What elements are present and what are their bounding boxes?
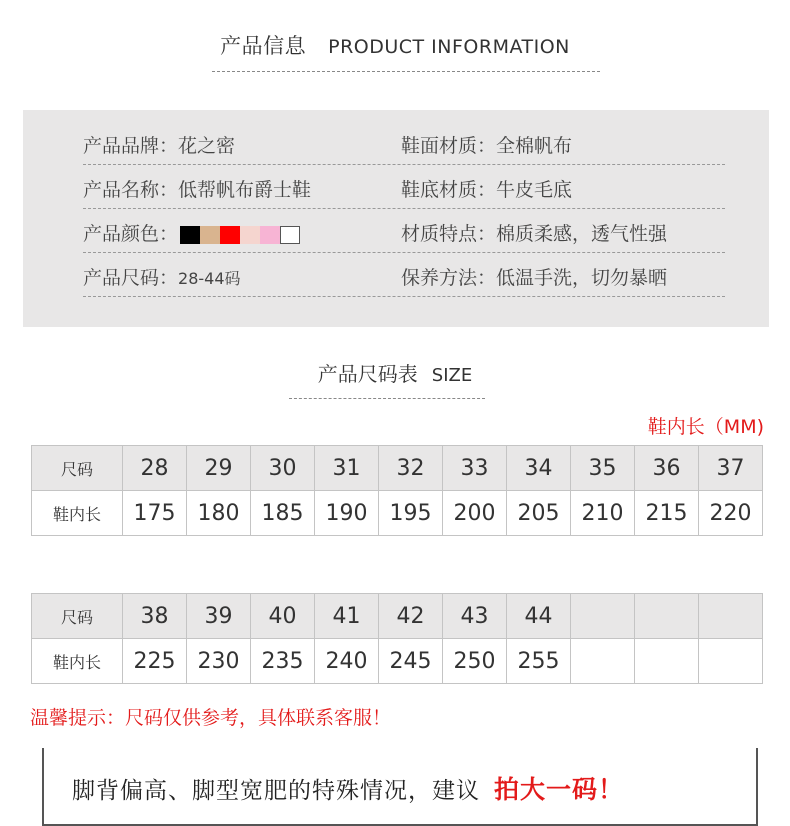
size-cell: 32 xyxy=(379,446,443,491)
size-cell xyxy=(699,594,763,639)
length-cell xyxy=(571,639,635,684)
table-row xyxy=(32,446,763,491)
size-cell: 38 xyxy=(123,594,187,639)
color-swatch xyxy=(280,226,300,244)
table-row xyxy=(32,594,763,639)
unit-label: 鞋内长（MM) xyxy=(647,416,764,438)
length-cell: 220 xyxy=(699,491,763,536)
size-table-1 xyxy=(31,445,763,536)
size-cell: 31 xyxy=(315,446,379,491)
size-cell: 33 xyxy=(443,446,507,491)
info-row xyxy=(83,252,725,297)
advice-emphasis: 拍大一码！ xyxy=(494,775,625,804)
length-cell: 190 xyxy=(315,491,379,536)
length-cell: 235 xyxy=(251,639,315,684)
length-cell: 215 xyxy=(635,491,699,536)
size-cell: 40 xyxy=(251,594,315,639)
length-cell: 250 xyxy=(443,639,507,684)
brand-text: 产品品牌：花之密 xyxy=(83,135,236,157)
size-cell: 29 xyxy=(187,446,251,491)
size-cell: 30 xyxy=(251,446,315,491)
upper-material-text: 鞋面材质：全棉帆布 xyxy=(401,135,573,157)
size-table-2 xyxy=(31,593,763,684)
length-cell: 240 xyxy=(315,639,379,684)
length-row-label: 鞋内长 xyxy=(32,491,123,536)
length-cell: 195 xyxy=(379,491,443,536)
size-title-divider xyxy=(289,398,485,399)
product-info-panel xyxy=(23,110,769,327)
length-cell: 255 xyxy=(507,639,571,684)
length-cell: 210 xyxy=(571,491,635,536)
length-cell: 180 xyxy=(187,491,251,536)
table-row xyxy=(32,491,763,536)
length-cell: 225 xyxy=(123,639,187,684)
color-swatch xyxy=(260,226,280,244)
length-cell xyxy=(635,639,699,684)
length-cell: 230 xyxy=(187,639,251,684)
length-cell: 245 xyxy=(379,639,443,684)
size-cell: 41 xyxy=(315,594,379,639)
advice-main: 脚背偏高、脚型宽肥的特殊情况，建议 xyxy=(72,778,480,804)
size-cell: 43 xyxy=(443,594,507,639)
size-cell xyxy=(571,594,635,639)
size-cell: 34 xyxy=(507,446,571,491)
length-cell: 205 xyxy=(507,491,571,536)
color-label: 产品颜色： xyxy=(83,223,179,245)
advice-box xyxy=(42,748,758,826)
size-chart-title-en: SIZE xyxy=(431,365,473,386)
color-swatch xyxy=(220,226,240,244)
length-cell: 175 xyxy=(123,491,187,536)
color-swatch xyxy=(180,226,200,244)
info-row xyxy=(83,164,725,209)
size-chart-title-cn: 产品尺码表 xyxy=(317,362,418,386)
size-label: 产品尺码： xyxy=(83,267,179,289)
length-row-label: 鞋内长 xyxy=(32,639,123,684)
size-range-value: 28-44码 xyxy=(178,269,241,288)
table-row xyxy=(32,639,763,684)
advice-text xyxy=(72,770,624,806)
care-text: 保养方法：低温手洗，切勿暴晒 xyxy=(401,267,668,289)
size-cell: 37 xyxy=(699,446,763,491)
material-features-text: 材质特点：棉质柔感，透气性强 xyxy=(401,223,668,245)
warm-tip: 温馨提示：尺码仅供参考，具体联系客服！ xyxy=(30,707,392,729)
title-divider xyxy=(212,71,600,72)
size-cell xyxy=(635,594,699,639)
color-swatch xyxy=(200,226,220,244)
length-cell: 185 xyxy=(251,491,315,536)
size-row-label: 尺码 xyxy=(32,446,123,491)
product-info-title-cn: 产品信息 xyxy=(220,34,307,58)
size-cell: 35 xyxy=(571,446,635,491)
size-row xyxy=(83,263,241,290)
size-cell: 42 xyxy=(379,594,443,639)
color-swatches xyxy=(180,226,300,244)
size-row-label: 尺码 xyxy=(32,594,123,639)
product-info-title xyxy=(0,30,790,60)
size-cell: 36 xyxy=(635,446,699,491)
product-info-title-en: PRODUCT INFORMATION xyxy=(328,36,570,58)
length-cell: 200 xyxy=(443,491,507,536)
size-cell: 39 xyxy=(187,594,251,639)
info-row xyxy=(83,208,725,253)
length-cell xyxy=(699,639,763,684)
size-chart-title xyxy=(0,358,790,387)
sole-material-text: 鞋底材质：牛皮毛底 xyxy=(401,179,573,201)
color-swatch xyxy=(240,226,260,244)
size-cell: 28 xyxy=(123,446,187,491)
info-row xyxy=(83,120,725,165)
product-name-text: 产品名称：低帮帆布爵士鞋 xyxy=(83,179,312,201)
size-cell: 44 xyxy=(507,594,571,639)
color-row xyxy=(83,219,300,246)
